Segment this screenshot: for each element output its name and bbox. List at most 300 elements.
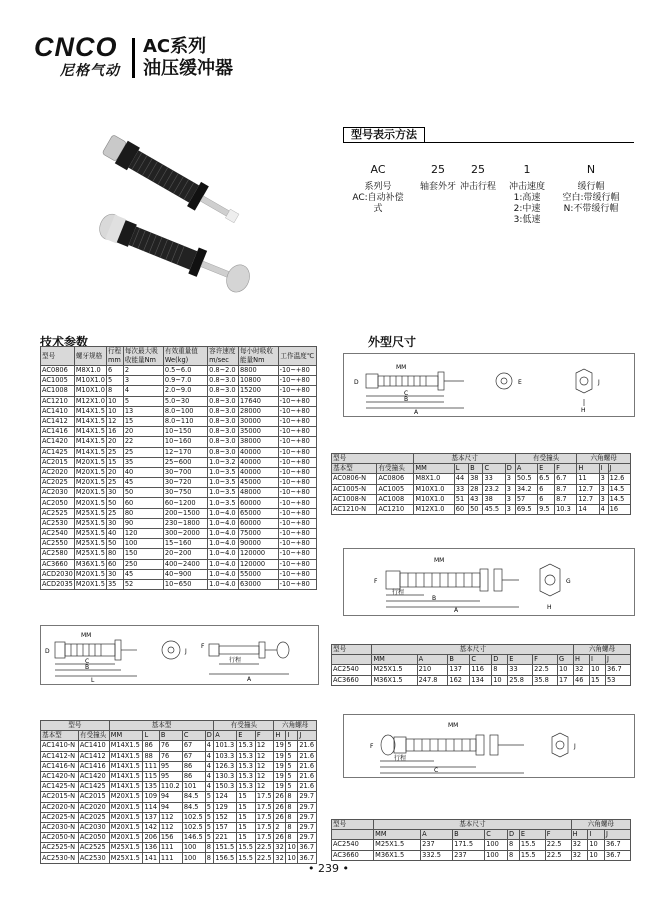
table-cell: 0.8~3.0: [208, 437, 239, 447]
table-cell: AC1410: [78, 741, 109, 751]
table-cell: 142: [143, 822, 159, 832]
table-cell: -10~+80: [278, 427, 316, 437]
table-cell: 3: [599, 474, 608, 484]
table-cell: AC2025: [41, 478, 75, 488]
table-cell: -10~+80: [278, 569, 316, 579]
table-cell: 46: [574, 675, 590, 685]
table-cell: 15.5: [237, 853, 256, 863]
table-cell: 6: [106, 366, 123, 376]
table-cell: 10800: [238, 376, 278, 386]
table-cell: M10X1.0: [75, 376, 105, 385]
table-cell: 15.5: [237, 843, 256, 853]
col-header: A: [417, 655, 448, 665]
table-cell: 5: [205, 812, 213, 822]
table-cell: 28000: [238, 406, 278, 416]
tech-params-table: [40, 346, 317, 590]
table-cell: -10~+80: [278, 406, 316, 416]
table-row: [41, 447, 317, 457]
table-cell: 17.5: [255, 822, 274, 832]
table-cell: 111: [159, 853, 182, 863]
table-cell: 15: [237, 833, 256, 843]
table-cell: 1.0~3.5: [208, 467, 239, 477]
table-cell: 237: [421, 840, 453, 850]
table-cell: M20X1.5: [75, 467, 105, 476]
table-cell: 100: [485, 840, 508, 850]
table-cell: 10: [106, 406, 123, 416]
table-cell: 57: [515, 494, 537, 504]
dim-label-g: G: [566, 578, 571, 585]
table-cell: -10~+80: [278, 518, 316, 528]
dim-label-c: C: [404, 390, 409, 397]
table-row: [41, 833, 317, 843]
table-cell: 1.0~4.0: [208, 559, 239, 569]
table-cell: 26: [274, 802, 286, 812]
table-cell: 44: [454, 474, 468, 484]
table-cell: 15.5: [519, 850, 545, 860]
table-cell: -10~+80: [278, 437, 316, 447]
table-cell: 3: [599, 484, 608, 494]
table-group-header: [332, 645, 631, 655]
table-cell: 0.9~7.0: [163, 376, 207, 386]
model-code-value: AC: [370, 163, 386, 176]
col-header: I: [590, 655, 606, 665]
table-cell: 15: [237, 812, 256, 822]
table-row: [41, 508, 317, 518]
table-cell: 237: [453, 850, 485, 860]
table-cell: M25X1.5: [109, 843, 143, 853]
table-row: [41, 406, 317, 416]
col-header: E: [237, 731, 256, 741]
table-cell: 60~1200: [163, 498, 207, 508]
table-cell: 26: [274, 833, 286, 843]
table-cell: 95: [159, 771, 182, 781]
table-cell: 40000: [238, 447, 278, 457]
table-cell: 17.5: [255, 792, 274, 802]
col-header: H: [574, 655, 590, 665]
table-cell: 30~720: [163, 478, 207, 488]
table-cell: 124: [214, 792, 237, 802]
model-code-desc: 3:低速: [513, 215, 541, 225]
table-cell: 1.0~3.5: [208, 498, 239, 508]
col-header: E: [538, 464, 555, 474]
table-cell: AC1412-N: [41, 751, 79, 761]
table-cell: 137: [143, 812, 159, 822]
table-cell: 0.8~3.0: [208, 416, 239, 426]
table-cell: 5: [286, 741, 298, 751]
table-row: [41, 771, 317, 781]
table-row: [41, 843, 317, 853]
dim-label-a: A: [454, 607, 459, 614]
table-cell: 69.5: [515, 504, 537, 514]
dim-label-c: C: [434, 767, 439, 774]
table-cell: 150.3: [214, 782, 237, 792]
col-header: B: [453, 830, 485, 840]
col-header: I: [286, 731, 298, 741]
table-cell: M20X1.5: [109, 802, 143, 812]
table-cell: -10~+80: [278, 488, 316, 498]
table-cell: 33: [508, 665, 533, 675]
table-cell: 30~700: [163, 467, 207, 477]
table-row: [41, 782, 317, 792]
table-cell: 15: [237, 802, 256, 812]
table-cell: 115: [143, 771, 159, 781]
dimensions-title: 外型尺寸: [368, 335, 417, 349]
tech-params-body: [41, 366, 317, 590]
table-cell: 10~150: [163, 427, 207, 437]
table-cell: 86: [182, 761, 205, 771]
model-code-cap: [556, 164, 626, 215]
table-cell: M20X1.5: [75, 457, 105, 466]
model-code-thread: [418, 164, 458, 193]
table-cell: 16: [608, 504, 630, 514]
table-cell: 22.5: [255, 853, 274, 863]
table-cell: 25: [106, 478, 123, 488]
dim-label-mm: MM: [434, 557, 445, 564]
table-cell: 15.3: [237, 741, 256, 751]
table-cell: 67: [182, 741, 205, 751]
table-cell: 1.0~4.0: [208, 508, 239, 518]
table-cell: 3: [505, 504, 515, 514]
table-cell: 8: [286, 822, 298, 832]
table-cell: 250: [123, 559, 163, 569]
table-cell: 12~170: [163, 447, 207, 457]
group-header: 有受撞头: [214, 721, 274, 731]
table-group-header: [332, 454, 631, 464]
table-cell: 76: [159, 741, 182, 751]
table-cell: 29.7: [298, 833, 317, 843]
table-cell: 33: [454, 484, 468, 494]
table-cell: 30~750: [163, 488, 207, 498]
table-cell: 12.7: [577, 494, 599, 504]
col-header: J: [605, 830, 631, 840]
table-cell: 15: [590, 675, 606, 685]
table-cell: 20: [106, 437, 123, 447]
table-cell: 3: [505, 474, 515, 484]
model-code-speed: [505, 164, 549, 226]
table-cell: AC1425-N: [41, 782, 79, 792]
table-cell: AC1425: [41, 447, 75, 457]
table-cell: 22.5: [255, 843, 274, 853]
table-cell: AC1005: [377, 484, 414, 494]
diagram-medium-series: [40, 625, 319, 685]
col-header: G: [558, 655, 574, 665]
brand-subtitle: 尼格气动: [60, 63, 120, 79]
col-header: D: [505, 464, 515, 474]
col-header: 容许速度m/sec: [208, 347, 239, 366]
table-cell: 0.8~3.0: [208, 386, 239, 396]
table-cell: 16: [106, 427, 123, 437]
table-cell: 35.8: [533, 675, 558, 685]
group-header: 基本尺寸: [374, 820, 572, 830]
table-cell: 84.5: [182, 792, 205, 802]
table-row: [332, 665, 631, 675]
table-cell: -10~+80: [278, 376, 316, 386]
table-cell: M25X1.5: [374, 840, 421, 850]
table-cell: 10: [590, 665, 606, 675]
table-cell: 17.5: [255, 833, 274, 843]
table-row: [41, 437, 317, 447]
medium-series-body: [41, 741, 317, 863]
table-row: [41, 741, 317, 751]
table-row: [332, 474, 631, 484]
table-row: [41, 802, 317, 812]
col-header: 工作温度℃: [278, 347, 316, 366]
table-cell: 14.5: [608, 484, 630, 494]
table-cell: 5: [286, 771, 298, 781]
col-header: 型号: [41, 347, 75, 366]
table-row: [41, 366, 317, 376]
table-cell: 1.0~4.0: [208, 579, 239, 589]
col-header: 基本型: [332, 464, 377, 474]
table-cell: 15.3: [237, 782, 256, 792]
table-cell: 40000: [238, 457, 278, 467]
table-cell: 120000: [238, 549, 278, 559]
model-notation-rule: [343, 142, 634, 143]
table-cell: AC1420: [78, 771, 109, 781]
table-cell: 0.8~3.0: [208, 447, 239, 457]
table-cell: -10~+80: [278, 508, 316, 518]
col-header: C: [485, 830, 508, 840]
table-cell: AC1008: [377, 494, 414, 504]
table-cell: 12: [255, 741, 274, 751]
model-code-desc: 空白:带缓行帽: [562, 193, 620, 203]
table-cell: M10X1.0: [414, 484, 454, 494]
table-cell: -10~+80: [278, 478, 316, 488]
table-cell: 15: [237, 792, 256, 802]
table-cell: 65000: [238, 508, 278, 518]
table-cell: 3: [599, 494, 608, 504]
model-code-desc: 轴套外牙: [419, 182, 456, 192]
table-cell: M20X1.5: [75, 488, 105, 497]
table-cell: AC2050: [41, 498, 75, 508]
model-code-stroke: [456, 164, 500, 193]
table-cell: 21.6: [298, 771, 317, 781]
table-cell: 15.5: [519, 840, 545, 850]
table-row: [41, 529, 317, 539]
table-cell: 8.7: [555, 484, 577, 494]
col-header: 有受撞头: [78, 731, 109, 741]
col-header: MM: [109, 731, 143, 741]
table-row: [332, 494, 631, 504]
table-cell: 0.5~6.0: [163, 366, 207, 376]
series-title: [143, 36, 233, 80]
model-code-desc: 冲击速度: [508, 182, 545, 192]
table-cell: 6: [538, 484, 555, 494]
table-cell: 10: [286, 853, 298, 863]
table-cell: M20X1.5: [109, 833, 143, 843]
table-cell: 40~900: [163, 569, 207, 579]
col-header: 基本型: [41, 731, 79, 741]
table-sub-header: [332, 830, 631, 840]
table-cell: 162: [448, 675, 470, 685]
dim-label-j: J: [598, 379, 600, 386]
col-header: B: [469, 464, 483, 474]
table-cell: AC2540: [41, 529, 75, 539]
table-cell: 12: [255, 782, 274, 792]
dim-label-a: A: [247, 676, 252, 683]
table-cell: 1.0~3.2: [208, 457, 239, 467]
tech-params-title: 技术参数: [40, 335, 89, 349]
table-cell: 55000: [238, 569, 278, 579]
table-cell: 19: [274, 782, 286, 792]
table-cell: 25~600: [163, 457, 207, 467]
table-cell: AC2530: [78, 853, 109, 863]
table-cell: 247.8: [417, 675, 448, 685]
table-cell: 210: [417, 665, 448, 675]
table-cell: 112: [159, 822, 182, 832]
table-cell: 112: [159, 812, 182, 822]
model-code-series: [348, 164, 408, 215]
col-header: E: [508, 655, 533, 665]
table-cell: 30: [106, 488, 123, 498]
table-cell: AC2020-N: [41, 802, 79, 812]
table-cell: M14X1.5: [75, 427, 105, 436]
table-cell: M25X1.5: [75, 529, 105, 538]
table-cell: 45: [123, 569, 163, 579]
dim-label-h: H: [547, 604, 552, 611]
table-cell: M20X1.5: [109, 822, 143, 832]
table-row: [41, 853, 317, 863]
dim-label-j: J: [185, 648, 187, 655]
col-header: J: [298, 731, 317, 741]
table-cell: 36.7: [298, 843, 317, 853]
table-cell: M12X1.0: [75, 396, 105, 405]
table-cell: AC1416-N: [41, 761, 79, 771]
col-header: D: [508, 830, 520, 840]
table-row: [332, 484, 631, 494]
col-header: 螺牙规格: [74, 347, 106, 366]
table-cell: 36.7: [605, 850, 631, 860]
table-cell: 5: [286, 782, 298, 792]
table-cell: 50: [123, 488, 163, 498]
table-cell: 136: [143, 843, 159, 853]
table-cell: 17.5: [255, 812, 274, 822]
table-cell: 8.0~110: [163, 416, 207, 426]
table-sub-header: [332, 464, 631, 474]
table-row: [41, 488, 317, 498]
table-cell: AC0806: [377, 474, 414, 484]
table-cell: -10~+80: [278, 579, 316, 589]
table-cell: AC2540: [332, 665, 372, 675]
table-cell: -10~+80: [278, 498, 316, 508]
table-cell: AC1410: [41, 406, 75, 416]
table-cell: 8: [205, 853, 213, 863]
table-cell: 25: [106, 447, 123, 457]
table-cell: 14.5: [608, 494, 630, 504]
series-title-line2: 油压缓冲器: [143, 58, 233, 79]
model-code-desc: 冲击行程: [459, 182, 496, 192]
table-cell: 230~1800: [163, 518, 207, 528]
table-cell: 116: [470, 665, 492, 675]
table-row: [41, 559, 317, 569]
table-cell: M10X1.0: [75, 386, 105, 395]
table-cell: AC2015: [41, 457, 75, 467]
table-cell: 20: [106, 467, 123, 477]
table-cell: 8: [286, 802, 298, 812]
table-cell: AC1008-N: [332, 494, 377, 504]
table-cell: 19: [274, 761, 286, 771]
table-cell: 10: [588, 840, 605, 850]
model-code-value: 25: [431, 163, 445, 176]
table-cell: 0.8~3.0: [208, 427, 239, 437]
table-cell: M20X1.5: [75, 478, 105, 487]
table-cell: AC2030-N: [41, 822, 79, 832]
dim-label-l: L: [91, 677, 95, 684]
table-cell: 12: [255, 761, 274, 771]
table-cell: 109: [143, 792, 159, 802]
group-header: 基本尺寸: [372, 645, 574, 655]
col-header: B: [159, 731, 182, 741]
table-cell: 4: [123, 386, 163, 396]
table-row: [332, 840, 631, 850]
table-cell: 1.0~4.0: [208, 518, 239, 528]
table-cell: 5: [286, 751, 298, 761]
table-row: [41, 792, 317, 802]
table-cell: 23.2: [483, 484, 505, 494]
table-cell: 206: [143, 833, 159, 843]
table-cell: 60: [123, 498, 163, 508]
table-cell: AC3660: [332, 675, 372, 685]
table-cell: M20X1.5: [109, 792, 143, 802]
table-cell: 101: [182, 782, 205, 792]
table-cell: 29.7: [298, 812, 317, 822]
table-cell: AC1420-N: [41, 771, 79, 781]
col-header: L: [454, 464, 468, 474]
table-cell: 100: [123, 539, 163, 549]
col-header: 行程mm: [106, 347, 123, 366]
table-cell: 36.7: [605, 840, 631, 850]
table-cell: 22: [123, 437, 163, 447]
table-cell: M36X1.5: [372, 675, 417, 685]
table-cell: 221: [214, 833, 237, 843]
table-row: [41, 467, 317, 477]
table-cell: 12: [255, 771, 274, 781]
table-row: [41, 457, 317, 467]
small-series-body: [332, 474, 631, 515]
table-cell: 100: [182, 853, 205, 863]
table-cell: 21.6: [298, 751, 317, 761]
dim-label-mm: MM: [448, 722, 459, 729]
table-cell: 15.3: [237, 761, 256, 771]
col-header: C: [483, 464, 505, 474]
table-cell: M20X1.5: [109, 812, 143, 822]
table-cell: 19: [274, 741, 286, 751]
table-row: [41, 478, 317, 488]
table-cell: 14: [577, 504, 599, 514]
table-cell: 53: [606, 675, 631, 685]
col-header: 每次最大吸收能量Nm: [123, 347, 163, 366]
col-header: A: [214, 731, 237, 741]
model-code-value: 25: [471, 163, 485, 176]
table-cell: AC2525-N: [41, 843, 79, 853]
table-cell: AC2030: [78, 822, 109, 832]
table-cell: 1.0~3.5: [208, 488, 239, 498]
table-cell: 5: [205, 802, 213, 812]
col-header: B: [448, 655, 470, 665]
table-cell: 120: [123, 529, 163, 539]
table-cell: 15: [106, 457, 123, 467]
table-cell: 2: [123, 366, 163, 376]
table-cell: 35000: [238, 427, 278, 437]
table-cell: -10~+80: [278, 539, 316, 549]
table-cell: 35: [106, 579, 123, 589]
col-header: 有效重量值We(kg): [163, 347, 207, 366]
table-sub-header: [332, 655, 631, 665]
col-header: F: [255, 731, 274, 741]
table-cell: M20X1.5: [75, 569, 105, 578]
table-cell: 0.8~3.0: [208, 406, 239, 416]
table-cell: 90000: [238, 539, 278, 549]
